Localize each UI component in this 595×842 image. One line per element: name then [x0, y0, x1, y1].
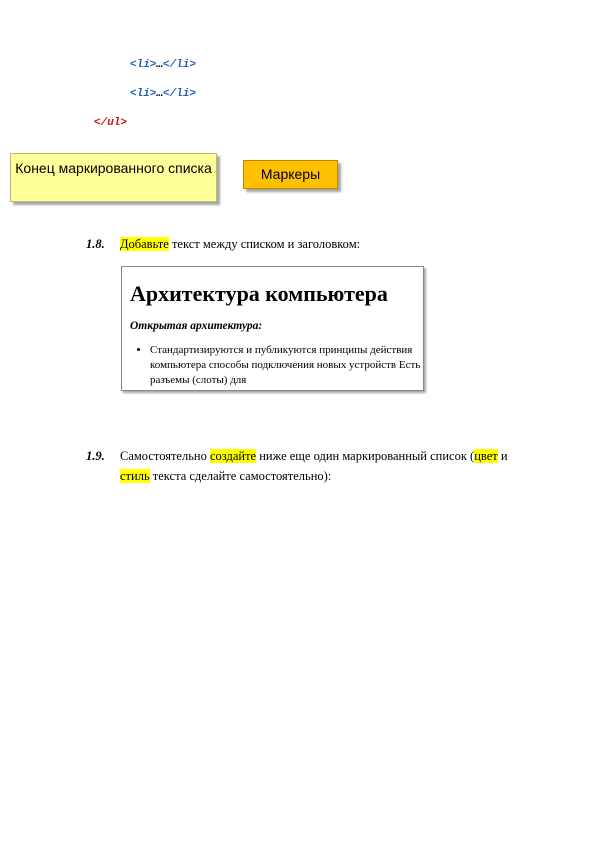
preview-list: [130, 343, 424, 388]
text-part: ниже еще один маркированный список (: [256, 449, 475, 463]
step-number: 1.9.: [86, 449, 105, 463]
code-line-li-2: [130, 88, 196, 100]
highlighted-word: создайте: [209, 449, 257, 463]
callout-end-of-list: Конец маркированного списка: [10, 153, 217, 202]
highlighted-word: цвет: [474, 449, 498, 463]
code-ellipsis: …: [156, 88, 164, 100]
preview-heading: Архитектура компьютера: [130, 281, 388, 306]
highlighted-word: стиль: [120, 469, 150, 483]
step-text: [120, 234, 360, 254]
step-1-9: [86, 446, 566, 490]
highlighted-word: Добавьте: [120, 237, 169, 251]
step-text-rest: текст между списком и заголовком:: [168, 237, 361, 251]
step-text: [120, 446, 556, 486]
preview-list-item: • Стандартизируются и публикуются принципы действия компьютера способы подключения новых устройств Есть разъемы (слоты) для: [150, 343, 424, 388]
browser-preview-image: [121, 266, 424, 391]
code-li-close: </li>: [163, 59, 197, 71]
code-li-close: </li>: [163, 88, 197, 100]
text-part: текста сделайте самостоятельно):: [149, 469, 332, 483]
step-number: 1.8.: [86, 237, 105, 251]
step-1-8: [86, 234, 566, 254]
callout-markers: Маркеры: [243, 160, 338, 189]
text-part: и: [497, 449, 508, 463]
code-line-li-1: [130, 59, 196, 71]
code-li-open: <li>: [130, 88, 157, 100]
code-ellipsis: …: [156, 59, 164, 71]
code-li-open: <li>: [130, 59, 157, 71]
text-part: Самостоятельно: [120, 449, 210, 463]
preview-subheading: Открытая архитектура:: [130, 320, 263, 332]
code-ul-close: </ul>: [94, 117, 128, 129]
